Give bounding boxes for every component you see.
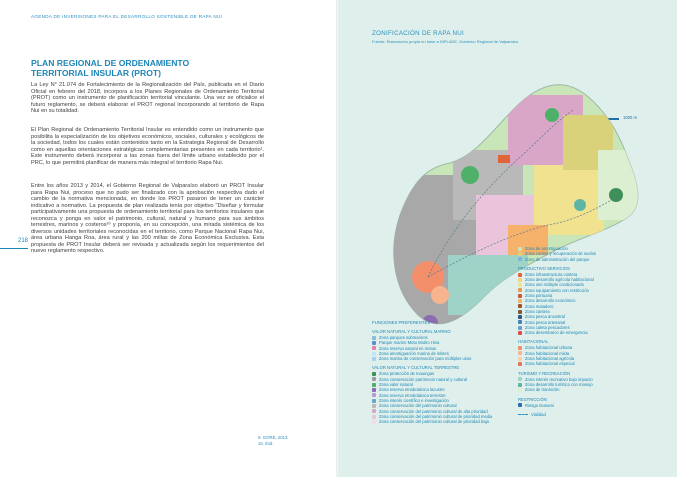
legend-item-label: Zona habitacional agrícola <box>525 356 575 362</box>
legend-item <box>518 330 668 335</box>
legend-top-list <box>518 246 668 262</box>
legend-item-label: Zona habitacional especial <box>525 361 575 367</box>
legend-item-label: Zona interés científico e investigación <box>379 397 449 403</box>
legend-swatch <box>518 351 522 355</box>
legend-swatch <box>518 403 522 407</box>
zone-valor-natural-1 <box>461 166 479 184</box>
left-page <box>0 0 338 477</box>
legend-item-label: Zona reserva etnobotánica terrestre <box>379 392 446 398</box>
legend-item-label: Zona conservación del patrimonio cultural <box>379 403 457 409</box>
legend-functions-title: FUNCIONES PREFERENTES <box>372 320 431 325</box>
legend-swatch <box>518 257 522 261</box>
legend-item <box>518 387 668 392</box>
legend-item-label: Zona desarrollo agrícola habitacional <box>525 277 594 283</box>
legend-item-label: Zona conservación del patrimonio cultural de alta prioridad <box>379 408 488 414</box>
footnotes <box>258 435 289 447</box>
legend-swatch <box>372 388 376 392</box>
legend-swatch <box>372 399 376 403</box>
legend-item-label: Zona control y recuperación de suelos <box>525 251 596 257</box>
legend-item-label: Zona matadero <box>525 303 554 309</box>
legend-swatch <box>518 252 522 256</box>
legend-marine-list <box>372 335 508 361</box>
page-number-rule <box>0 248 28 249</box>
legend-swatch <box>518 362 522 366</box>
legend-item-label: Zona pesca ancestral <box>525 314 566 320</box>
zone-valor-natural-2 <box>545 108 559 122</box>
road-line-icon <box>518 414 528 415</box>
legend-item <box>518 257 668 262</box>
legend-item-label: Zona desembarco de emergencia <box>525 330 588 336</box>
legend-swatch <box>518 247 522 251</box>
legend-item-label: Zona reserva natural en motus <box>379 345 437 351</box>
legend-swatch <box>518 326 522 330</box>
legend-habitational-list <box>518 345 668 366</box>
legend-swatch <box>372 336 376 340</box>
legend-item-label: Zona reserva etnobotánica lacustre <box>379 387 445 393</box>
legend-swatch <box>518 278 522 282</box>
legend-item-label: Zona conservación patrimonio natural y cultural <box>379 376 467 382</box>
legend-item-label: Zona de transición <box>525 387 560 393</box>
footnote-9: 9. GORE, 2013. <box>258 435 289 440</box>
legend-item-label: Zona habitacional urbana <box>525 345 573 351</box>
legend-swatch <box>372 393 376 397</box>
legend-item-label: Zona marina de conservación para múltiples usos <box>379 356 472 362</box>
legend-swatch <box>372 404 376 408</box>
legend-swatch <box>518 388 522 392</box>
zone-tourism-south <box>448 255 528 315</box>
section-title-line-2: TERRITORIAL INSULAR (PROT) <box>31 68 162 78</box>
legend-terrestrial-title: VALOR NATURAL Y CULTURAL TERRESTRE <box>372 365 460 371</box>
legend-swatch <box>518 299 522 303</box>
legend-item-label: Zona conservación del patrimonio cultural de prioridad baja <box>379 419 489 425</box>
legend-item-label: Zona caleta pescadores <box>525 324 570 330</box>
legend-swatch <box>372 415 376 419</box>
legend-swatch <box>518 294 522 298</box>
legend-habitational-title: HABITACIONAL <box>518 339 549 345</box>
legend-swatch <box>372 383 376 387</box>
legend-productive-list <box>518 272 668 336</box>
legend-swatch <box>518 310 522 314</box>
legend-column-functions <box>372 320 508 424</box>
legend-marine-title: VALOR NATURAL Y CULTURAL MARINO <box>372 329 451 334</box>
legend-restriction-title: RESTRICCIÓN <box>518 396 547 402</box>
legend-item-label: Zona conservación del patrimonio cultural de prioridad media <box>379 413 493 419</box>
paragraph-plan-regional: El Plan Regional de Ordenamiento Territorial Insular es entendido como un instrumento que posibilita la especialización de los objetivos económicos, sociales, culturales y ecológicos de la sociedad, todos los cuales están contenidos tanto en la Estrategia Regional de Desarrollo como en aquellas orientaciones estratégicas complementarias presentes en cada territorio¹. Este instrumento deberá incorporar a las zonas fuera del límite urbano establecido por el PRC, lo que permitirá planificar de manera más integral el territorio Rapa Nui. <box>31 127 264 166</box>
legend-item-label: Zona infraestructura costera <box>525 271 578 277</box>
section-title <box>31 58 251 78</box>
running-head: AGENDA DE INVERSIONES PARA EL DESARROLLO SOSTENIBLE DE RAPA NUI <box>31 14 223 19</box>
legend-item-label: Zona valor natural <box>379 382 413 388</box>
legend-swatch <box>372 346 376 350</box>
zone-agricultural <box>534 165 604 235</box>
legend-swatch <box>518 383 522 387</box>
legend-swatch <box>372 352 376 356</box>
zone-crater-lake-poike <box>609 188 623 202</box>
legend-item-vialidad <box>518 412 668 417</box>
legend-item-label: Zona protección de mauingas <box>379 371 435 377</box>
page-number: 218 <box>17 238 28 244</box>
legend-swatch <box>518 320 522 324</box>
legend-item <box>518 403 668 408</box>
legend-swatch <box>518 331 522 335</box>
legend-swatch <box>518 377 522 381</box>
legend-item-label: Zona cantera <box>525 308 550 314</box>
legend-swatch <box>518 346 522 350</box>
legend-item <box>372 419 508 424</box>
legend-terrestrial-list <box>372 371 508 424</box>
zone-transition-east <box>598 150 648 220</box>
legend-tourism-title: TURISMO Y RECREACIÓN <box>518 370 571 376</box>
section-title-line-1: PLAN REGIONAL DE ORDENAMIENTO <box>31 58 190 68</box>
legend-item-label: Riesgo tsunami <box>525 402 554 408</box>
zone-coastal-infrastructure <box>498 155 510 163</box>
legend-item-label: Zona equipamiento con restricción <box>525 287 590 293</box>
legend-item-label: Zona parques submarinos <box>379 335 428 340</box>
legend-swatch <box>518 315 522 319</box>
legend-swatch <box>372 341 376 345</box>
scale-label: 1000 m <box>623 115 637 120</box>
legend-swatch <box>372 377 376 381</box>
legend-item <box>372 356 508 361</box>
legend-item-label: Zona portuaria <box>525 293 553 299</box>
legend-swatch <box>518 273 522 277</box>
legend-swatch <box>518 283 522 287</box>
legend-item-label: Zona de amortiguación <box>525 246 568 251</box>
map-title: ZONIFICACIÓN DE RAPA NUI <box>372 30 464 37</box>
legend-swatch <box>372 409 376 413</box>
legend-item-label: Zona habitacional mixta <box>525 350 570 356</box>
right-page-map <box>338 0 677 477</box>
paragraph-ley: La Ley N° 21.074 de Fortalecimiento de la Regionalización del País, publicada en el Diario Oficial en febrero del 2018, incorpora a los Planes Regionales de Ordenamiento Territorial (PROT) como un instrumento de planificación territorial vinculante. Una vez se oficialice el futuro reglamento, se deberá elaborar el PROT regional incorporando al territorio de Rapa Nui en su totalidad. <box>31 82 264 114</box>
legend-swatch <box>372 372 376 376</box>
legend-item <box>518 361 668 366</box>
legend-road-label: Vialidad <box>531 411 546 417</box>
legend-item-label: Zona desarrollo turístico con manejo <box>525 381 593 387</box>
legend-swatch <box>518 288 522 292</box>
map-source: Fuente: Elaboración propia en base a DIPLADE, Gobierno Regional de Valparaíso <box>372 39 519 44</box>
zone-rano-raraku <box>574 199 586 211</box>
legend-swatch <box>372 357 376 361</box>
legend-item-label: Zona interés recreativo bajo impacto <box>525 376 593 382</box>
paragraph-gobierno-regional: Entre los años 2013 y 2014, el Gobierno Regional de Valparaíso elaboró un PROT Insular para Rapa Nui, proceso que no pudo ser finalizado con la aprobación respectiva dado el cambio de la normativa mencionada, en donde los PROT pasaron de tener un carácter indicativo a normativo. La propuesta de plan realizada tenía por objetivo "Diseñar y formular participativamente una propuesta de ordenamiento territorial para los territorios insulares que reconozca y ponga en valor el patrimonio, cultural, natural y humano para sus ámbitos terrestres, marinos y costeros¹⁰ y proponía, en su concepción, una mirada sistémica de los diversos unidades territoriales reconocidas en el territorio, como Parque Nacional Rapa Nui, área urbana Hanga Roa, área rural y las 200 millas de Zona Económica Exclusiva. Esta propuesta de PROT Insular deberá ser revisada y actualizada según los requerimientos del nuevo reglamento respectivo. <box>31 183 264 254</box>
legend-column-uses <box>518 246 668 417</box>
legend-item-label: Zona uso múltiple condicionado <box>525 282 584 288</box>
legend-swatch <box>518 357 522 361</box>
legend-item-label: Zona amortiguación marina de islotes <box>379 350 449 356</box>
zone-mixed-housing <box>431 286 449 304</box>
legend-item-label: Parque marino Motu Motiro Hiva <box>379 340 440 346</box>
legend-item-label: Zona desarrollo económico <box>525 298 576 304</box>
legend-swatch <box>372 420 376 424</box>
legend-productive-title: PRODUCTIVO SERVICIOS <box>518 265 570 271</box>
legend-restriction-list <box>518 403 668 408</box>
legend-item-label: Zona de administración del parque <box>525 256 590 262</box>
legend-tourism-list <box>518 377 668 393</box>
legend-item-label: Zona pesca artesanal <box>525 319 566 325</box>
legend-swatch <box>518 304 522 308</box>
footnote-10: 10. Ibid. <box>258 441 274 446</box>
